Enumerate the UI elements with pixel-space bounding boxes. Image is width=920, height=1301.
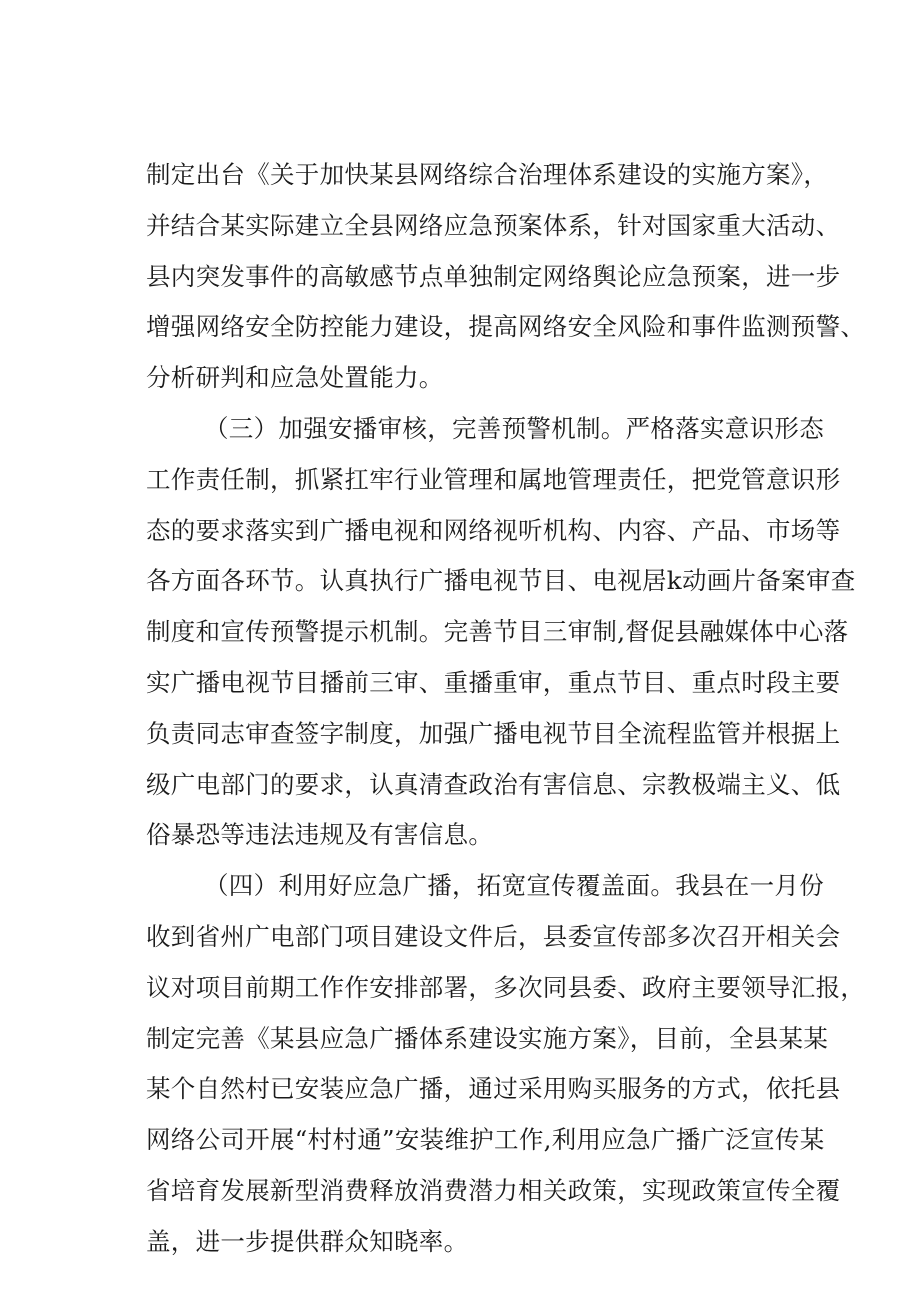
text-line: 俗暴恐等违法违规及有害信息。 [146, 820, 494, 850]
paragraph-heading-line: （三）加强安播审核，完善预警机制。严格落实意识形态 [204, 413, 824, 443]
document-body [146, 150, 866, 1268]
text-line: 分析研判和应急处置能力。 [146, 363, 444, 393]
text-line: 网络公司开展“村村通”安装维护工作,利用应急广播广泛宣传某 [146, 1125, 825, 1155]
text-line: 某个自然村已安装应急广播，通过采用购买服务的方式，依托县 [146, 1074, 841, 1104]
text-line: 议对项目前期工作作安排部署，多次同县委、政府主要领导汇报， [146, 972, 866, 1002]
text-line: 制度和宣传预警提示机制。完善节目三审制,督促县融媒体中心落 [146, 617, 849, 647]
text-line: 工作责任制，抓紧扛牢行业管理和属地管理责任，把党管意识形 [146, 464, 841, 494]
text-line: 负责同志审查签字制度，加强广播电视节目全流程监管并根据上 [146, 718, 841, 748]
text-line: 并结合某实际建立全县网络应急预案体系，针对国家重大活动、 [146, 210, 841, 240]
text-line: 制定完善《某县应急广播体系建设实施方案》，目前，全县某某 [146, 1023, 829, 1053]
text-line: 县内突发事件的高敏感节点单独制定网络舆论应急预案，进一步 [146, 261, 841, 291]
text-line: 级广电部门的要求，认真清查政治有害信息、宗教极端主义、低 [146, 769, 841, 799]
text-line: 收到省州广电部门项目建设文件后，县委宣传部多次召开相关会 [146, 921, 841, 951]
paragraph-heading-line: （四）利用好应急广播，拓宽宣传覆盖面。我县在一月份 [204, 871, 824, 901]
text-line: 增强网络安全防控能力建设，提高网络安全风险和事件监测预警、 [146, 312, 866, 342]
text-line: 态的要求落实到广播电视和网络视听机构、内容、产品、市场等 [146, 515, 841, 545]
text-line: 实广播电视节目播前三审、重播重审，重点节目、重点时段主要 [146, 667, 841, 697]
text-line: 制定出台《关于加快某县网络综合治理体系建设的实施方案》， [146, 160, 829, 189]
text-line: 省培育发展新型消费释放消费潜力相关政策，实现政策宣传全覆 [146, 1175, 841, 1205]
text-line: 各方面各环节。认真执行广播电视节目、电视居k动画片备案审查 [146, 566, 856, 596]
document-page [146, 150, 866, 1268]
text-line: 盖，进一步提供群众知晓率。 [146, 1226, 469, 1256]
